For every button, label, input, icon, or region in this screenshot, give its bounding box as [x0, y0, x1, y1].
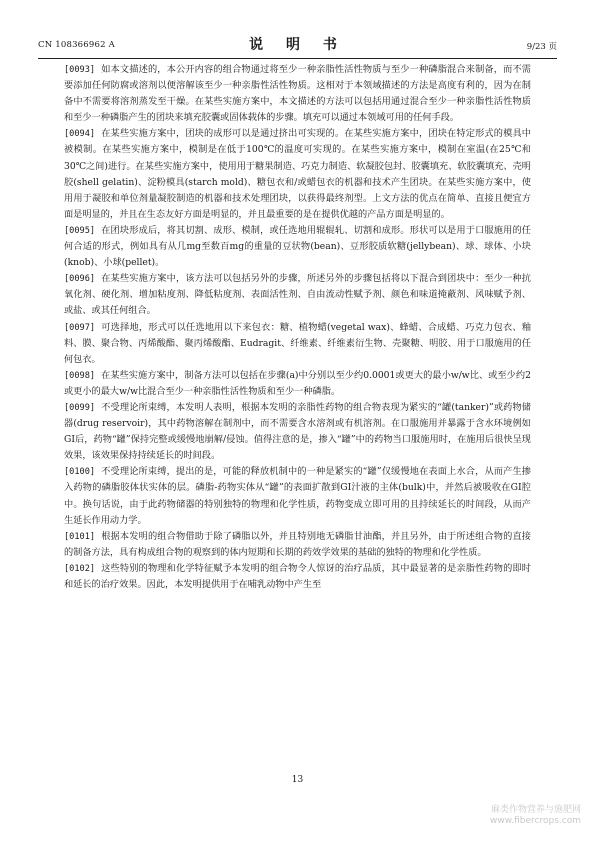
paragraph-number: [0098]: [64, 370, 96, 381]
paragraph: [64, 126, 531, 223]
paragraph: [64, 400, 531, 464]
paragraph-text: 不受理论所束缚，本发明人表明，根据本发明的亲脂性药物的组合物表现为紧实的“罐(tanker)”或药物储器(drug reservoir)，其中药物溶解在制剂中，而不需要含水溶剂或有机溶剂。在口服施用并暴露于含水环境例如GI后，药物“罐”保持完整或缓慢地崩解/侵蚀。值得注意的是，掺入“罐”中的药物当口服施用时，在施用后很快呈现效果，该效果保持持续延长的时间段。: [64, 401, 531, 462]
paragraph-number: [0099]: [64, 402, 96, 413]
patent-number: CN 108366962 A: [38, 40, 115, 50]
paragraph-text: 不受理论所束缚，提出的是，可能的释放机制中的一种是紧实的“罐”仅缓慢地在表面上水合，从而产生掺入药物的磷脂胶体状实体的层。磷脂-药物实体从“罐”的表面扩散到GI汁液的主体(bulk)中，并然后被吸收在GI腔中。换句话说，由于此药物储器的特别独特的物理和化学性质，药物变成立即可用的且持续延长的时间段，从而产生延长作用动力学。: [64, 466, 531, 526]
paragraph: [64, 62, 531, 126]
page-indicator: 9/23 页: [526, 42, 557, 52]
paragraph-number: [0101]: [64, 531, 96, 542]
document-title: 说 明 书: [249, 37, 346, 53]
paragraph-number: [0095]: [64, 225, 96, 236]
paragraph: [64, 464, 531, 528]
header-divider: [38, 58, 557, 59]
paragraph: [64, 529, 531, 561]
paragraph-text: 根据本发明的组合物借助于除了磷脂以外，并且特别地无磷脂甘油酯，并且另外，由于所述组合物的直接的制备方法，具有构成组合物的观察到的体内短期和长期的药效学效果的基础的独特的物理和化学性质。: [64, 530, 531, 558]
page-header: [38, 34, 557, 56]
paragraph: [64, 223, 531, 271]
paragraph-text: 这些特别的物理和化学特征赋予本发明的组合物令人惊讶的治疗品质，其中最显著的是亲脂性药物的即时和延长的治疗效果。因此，本发明提供用于在哺乳动物中产生至: [64, 562, 531, 590]
paragraph: [64, 320, 531, 368]
watermark-site-name: 麻类作物营养与施肥网: [490, 805, 581, 815]
paragraph: [64, 561, 531, 593]
paragraph-number: [0100]: [64, 467, 96, 478]
paragraph-number: [0093]: [64, 65, 96, 75]
paragraph-number: [0094]: [64, 129, 96, 140]
watermark-url: www.fibercrops.com: [490, 816, 581, 826]
paragraph-text: 在某些实施方案中，制备方法可以包括在步骤(a)中分别以至少约0.0001或更大的最小w/w比、或至少约2或更小的最大w/w比混合至少一种亲脂性活性物质和至少一种磷脂。: [64, 369, 531, 397]
watermark: [490, 805, 581, 827]
paragraph-number: [0096]: [64, 274, 96, 285]
paragraph-text: 在某些实施方案中，团块的成形可以是通过挤出可实现的。在某些实施方案中，团块在特定形式的模具中被模制。在某些实施方案中，模制是在低于100℃的温度可实现的。在某些实施方案中，模制在室温(在25℃和30℃之间)进行。在某些实施方案中，使用用于糖果制造、巧克力制造、软凝胶包封、胶囊填充、软胶囊填充、壳明胶(shell gelatin)、淀粉模具(starch mold)、糖包衣和/或蜡包衣的机器和技术产生团块。在某些实施方案中，使用用于凝胶和单位剂量凝胶制造的机器和技术处理团块，以获得最终剂型。上文方法的优点在简单、直接且便宜方面是明显的，并且在生态友好方面是明显的，并且最重要的是在提供优越的产品方面是明显的。: [64, 128, 531, 220]
paragraph-text: 如本文描述的，本公开内容的组合物通过将至少一种亲脂性活性物质与至少一种磷脂混合来制备，而不需要添加任何防腐或溶剂以便溶解该至少一种亲脂性活性物质。这相对于本领域描述的方法是高度有利的，因为在制备中不需要将溶剂蒸发至干燥。在某些实施方案中，本文描述的方法可以包括用通过混合至少一种亲脂性活性物质和至少一种磷脂产生的团块来填充胶囊或固体载体的步骤。填充可以通过本领域可用的任何手段。: [64, 64, 531, 124]
document-body: [64, 62, 531, 593]
paragraph-text: 在某些实施方案中，该方法可以包括另外的步骤，所述另外的步骤包括将以下混合到团块中：至少一种抗氧化剂、硬化剂、增加粘度剂、降低粘度剂、表面活性剂、自由流动性赋予剂、颜色和味道掩蔽剂、风味赋予剂、或盐、或其任何组合。: [64, 273, 531, 317]
paragraph-text: 在团块形成后，将其切割、成形、模制，或任选地用辊辊轧、切割和成形。形状可以是用于口服施用的任何合适的形式，例如具有从几mg至数百mg的重量的豆状物(bean)、豆形胶质软糖(jellybean)、球、球体、小块(knob)、小球(pellet)。: [64, 224, 531, 269]
paragraph: [64, 368, 531, 400]
paragraph-number: [0097]: [64, 322, 96, 333]
paragraph-text: 可选择地，形式可以任选地用以下来包衣：糖、植物蜡(vegetal wax)、蜂蜡、合成蜡、巧克力包衣、釉料、膜、聚合物、丙烯酸酯、聚丙烯酸酯、Eudragit、纤维素、纤维素衍生物、壳聚糖、明胶、用于口服施用的任何包衣。: [64, 321, 531, 365]
paragraph: [64, 271, 531, 319]
paragraph-number: [0102]: [64, 563, 96, 574]
page-number: 13: [291, 775, 304, 785]
